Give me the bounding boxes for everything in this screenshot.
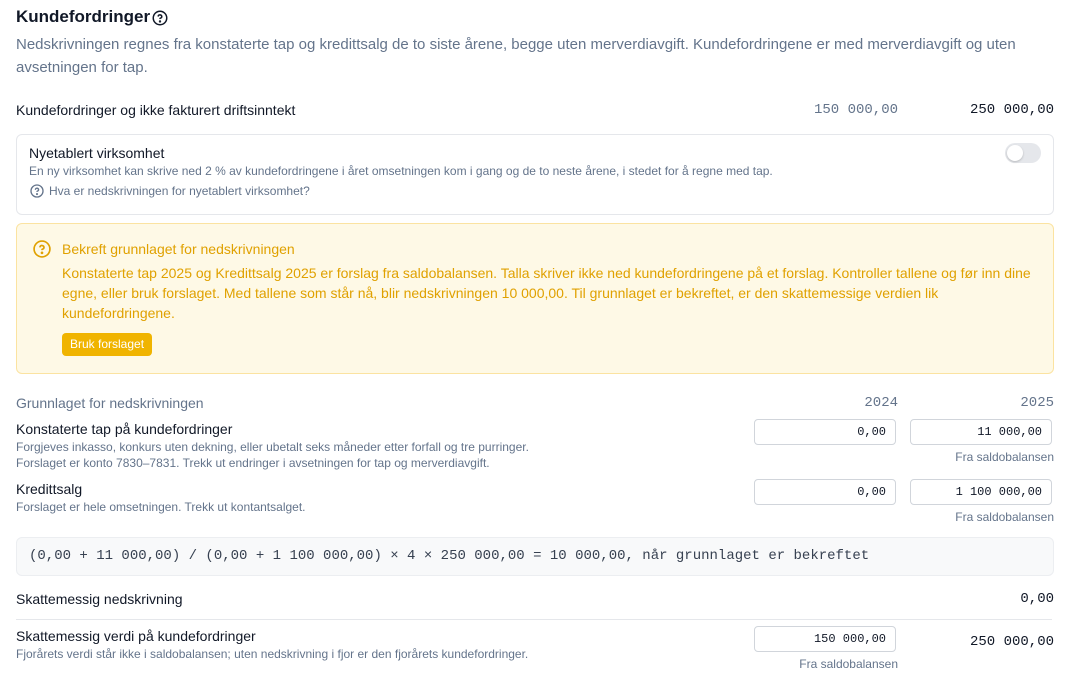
credit-sales-curr-input[interactable] [910,479,1052,505]
formula-text: (0,00 + 11 000,00) / (0,00 + 1 100 000,00) × 4 × 250 000,00 = 10 000,00, når grunnlaget er bekreftet [29,548,870,564]
year-curr-header: 2025 [1020,395,1054,411]
intro-text: Nedskrivningen regnes fra konstaterte tap og kredittsalg de to siste årene, begge uten merverdiavgift. Kundefordringene er med merverdiavgift og uten avsetningen for tap. [16,36,1016,76]
year-prev-header: 2024 [864,395,898,411]
losses-hint-2: Forslaget er konto 7830–7831. Trekk ut endringer i avsetningen for tap og merverdiavgift. [16,456,490,470]
losses-curr-input[interactable] [910,419,1052,445]
receivables-prev-value: 150 000,00 [813,102,898,118]
new-business-description: En ny virksomhet kan skrive ned 2 % av kundefordringene i året omsetningen kom i gang og de to neste årene, i stedet for å regne med tap. [29,164,773,178]
losses-label: Konstaterte tap på kundefordringer [16,421,233,437]
credit-sales-hint: Forslaget er hele omsetningen. Trekk ut kontantsalget. [16,500,306,514]
confirm-title: Bekreft grunnlaget for nedskrivningen [62,241,295,257]
question-icon [32,239,52,259]
toggle-knob [1007,145,1023,161]
tax-value-source-label: Fra saldobalansen [799,657,898,671]
receivables-curr-value: 250 000,00 [969,102,1054,118]
use-suggestion-button[interactable]: Bruk forslaget [62,333,152,356]
tax-value-prev-input[interactable] [754,626,896,652]
tax-writedown-label: Skattemessig nedskrivning [16,591,183,607]
help-circle-icon [29,183,45,199]
losses-source-label: Fra saldobalansen [955,450,1054,464]
new-business-help-link[interactable]: Hva er nedskrivningen for nyetablert virksomhet? [49,184,310,198]
receivables-label: Kundefordringer og ikke fakturert driftsinntekt [16,102,296,118]
page-title: Kundefordringer [16,7,151,26]
confirm-body: Konstaterte tap 2025 og Kredittsalg 2025 er forslag fra saldobalansen. Talla skriver ikke ned kundefordringene på et forslag. Kontroller tallene og før inn dine egne, eller bruk forslaget. Med tallene som står nå, blir nedskrivningen 10 000,00. Til grunnlaget er bekreftet, er den skattemessige verdien lik kundefordringene. [62,265,1031,321]
basis-label: Grunnlaget for nedskrivningen [16,395,204,411]
losses-prev-input[interactable] [754,419,896,445]
losses-hint-1: Forgjeves inkasso, konkurs uten dekning, eller ubetalt seks måneder etter forfall og tre purringer. [16,440,529,454]
tax-writedown-value: 0,00 [1020,591,1054,607]
credit-sales-prev-input[interactable] [754,479,896,505]
new-business-title: Nyetablert virksomhet [29,145,165,161]
credit-sales-label: Kredittsalg [16,481,83,497]
tax-value-hint: Fjorårets verdi står ikke i saldobalansen; uten nedskrivning i fjor er den fjorårets kundefordringer. [16,647,529,661]
tax-value-curr-value: 250 000,00 [969,634,1054,650]
credit-sales-source-label: Fra saldobalansen [955,510,1054,524]
tax-value-label: Skattemessig verdi på kundefordringer [16,628,256,644]
help-icon[interactable] [151,9,169,27]
divider [16,619,1052,620]
